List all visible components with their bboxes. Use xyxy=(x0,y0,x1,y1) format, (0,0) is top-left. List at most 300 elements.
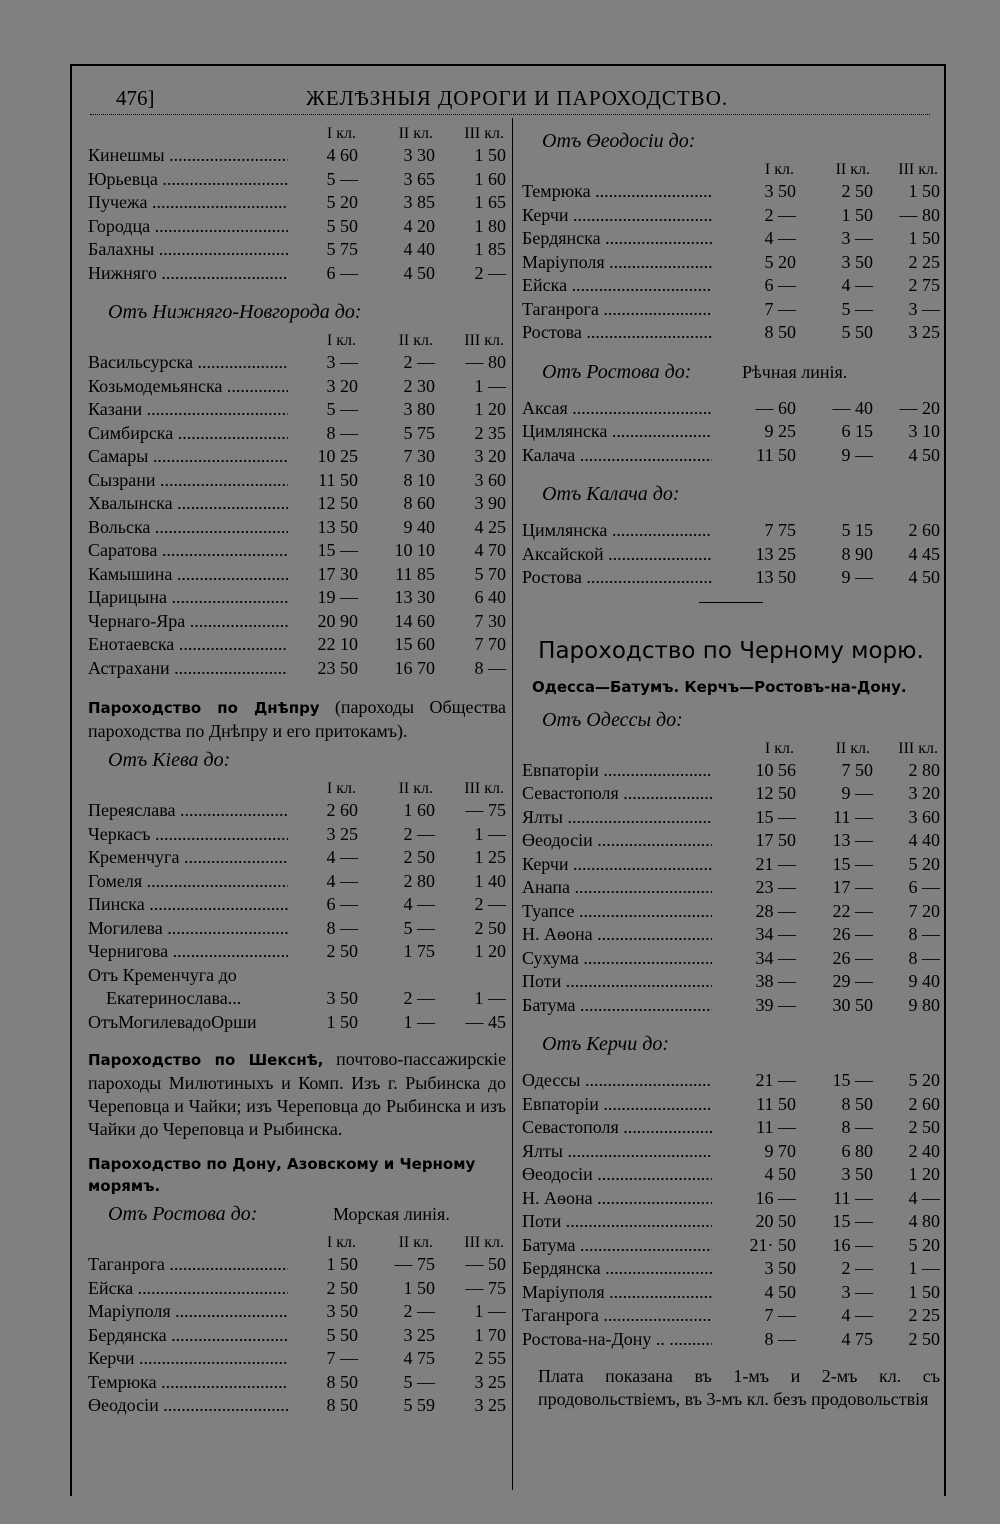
table-row xyxy=(522,566,940,590)
table-row xyxy=(88,1324,506,1348)
row-value: 5 — xyxy=(326,168,358,189)
row-value: 2 25 xyxy=(908,251,940,272)
row-value: 14 60 xyxy=(394,610,435,631)
table-row xyxy=(88,398,506,422)
table-row xyxy=(88,610,506,634)
row-label: ОтъМогилевадоОрши xyxy=(88,1011,257,1032)
row-label: Керчи ..... xyxy=(88,1347,288,1371)
feodosia-table xyxy=(522,180,940,345)
row-value: 1 50 xyxy=(326,1254,358,1274)
row-value: 20 50 xyxy=(755,1211,796,1231)
row-label: Енотаевска ..... xyxy=(88,633,288,657)
row-value: 6 — xyxy=(326,894,358,914)
row-value: 5 50 xyxy=(841,322,873,342)
row-value: 8 10 xyxy=(403,469,435,490)
row-label: Одессы ..... xyxy=(522,1069,712,1093)
row-label: Цимлянска ..... xyxy=(522,420,712,444)
row-value: 3 50 xyxy=(326,1301,358,1321)
table-row xyxy=(522,1210,940,1234)
row-value: 28 — xyxy=(755,900,796,921)
row-value: 7 — xyxy=(764,1305,796,1325)
kiev-table xyxy=(88,799,506,964)
table-row xyxy=(522,180,940,204)
row-value: 6 — xyxy=(908,877,940,897)
row-value: 1 50 xyxy=(841,204,873,225)
row-value: 3 25 xyxy=(403,1324,435,1345)
row-label: Хвалынска ..... xyxy=(88,492,288,516)
row-value: 7 — xyxy=(764,298,796,319)
row-value: 17 50 xyxy=(755,830,796,850)
row-value: 5 — xyxy=(403,917,435,938)
row-value: 23 50 xyxy=(317,657,358,678)
row-value: 3 — xyxy=(326,352,358,372)
row-value: 6 — xyxy=(326,262,358,283)
row-value: 16 — xyxy=(832,1234,873,1255)
row-value: 11 — xyxy=(833,1187,873,1208)
row-value: 5 — xyxy=(841,298,873,319)
row-value: 29 — xyxy=(832,971,873,991)
page-header xyxy=(116,86,916,116)
row-label: Юрьевца ..... xyxy=(88,168,288,192)
row-label: Вольска ..... xyxy=(88,516,288,540)
row-label: Городца ..... xyxy=(88,215,288,239)
table-row xyxy=(522,853,940,877)
row-value: 4 40 xyxy=(403,239,435,259)
row-value: 3 25 xyxy=(908,322,940,342)
row-label: Кременчуга ..... xyxy=(88,846,288,870)
row-value: 3 10 xyxy=(908,421,940,441)
right-column xyxy=(522,124,940,1411)
table-row xyxy=(88,262,506,286)
row-value: 5 20 xyxy=(908,1070,940,1090)
row-value: 23 — xyxy=(755,877,796,897)
table-row xyxy=(88,469,506,493)
table-row xyxy=(88,168,506,192)
row-value: 20 90 xyxy=(317,610,358,631)
table-row xyxy=(88,823,506,847)
row-value: 3 50 xyxy=(326,988,358,1008)
row-value: 9 — xyxy=(841,567,873,587)
row-value: 38 — xyxy=(755,971,796,991)
row-value: 9 25 xyxy=(764,421,796,441)
row-value: 16 — xyxy=(755,1187,796,1208)
row-label: Өеодосіи ..... xyxy=(522,1163,712,1187)
sheksna-paragraph: Пароходство по Шекснѣ, почтово-пассажирскіе пароходы Милютиныхъ и Комп. Изъ г. Рыбинска до Череповца и Чайки; изъ Череповца до Рыбинска и изъ Чайки до Череповца и Рыбинска. xyxy=(88,1049,506,1139)
row-value: 2 60 xyxy=(908,1093,940,1114)
row-value: 11 50 xyxy=(318,469,358,490)
row-value: 1 — xyxy=(474,375,506,396)
row-value: 9 70 xyxy=(764,1140,796,1161)
row-label: Екатеринослава... xyxy=(106,988,242,1008)
row-value: 4 75 xyxy=(403,1348,435,1368)
row-value: 2 25 xyxy=(908,1305,940,1325)
row-value: 2 50 xyxy=(908,1328,940,1349)
nizhny-table xyxy=(88,351,506,680)
table-row: Отъ Кременчуга до xyxy=(88,964,237,985)
row-label: Чернаго-Яра ..... xyxy=(88,610,288,634)
table-row xyxy=(522,420,940,444)
table-row xyxy=(522,204,940,228)
table-row xyxy=(88,799,506,823)
odessa-table xyxy=(522,759,940,1018)
row-label: Маріуполя ..... xyxy=(522,251,712,275)
row-value: 15 — xyxy=(317,540,358,560)
row-label: Переяслава ..... xyxy=(88,799,288,823)
row-label: Севастополя ..... xyxy=(522,782,712,806)
section-heading: Отъ Ростова до: Морская линія. xyxy=(108,1203,450,1225)
row-value: — 75 xyxy=(465,1277,506,1298)
row-value: 8 50 xyxy=(841,1093,873,1114)
row-value: 13 50 xyxy=(755,567,796,587)
row-value: 1 65 xyxy=(474,192,506,212)
don-heading: Пароходство по Дону, Азовскому и Черному морямъ. xyxy=(88,1155,476,1195)
row-value: 1 60 xyxy=(474,168,506,189)
row-value: 6 15 xyxy=(841,421,873,441)
row-value: 26 — xyxy=(832,947,873,968)
table-row xyxy=(88,539,506,563)
row-value: 3 20 xyxy=(326,375,358,396)
row-value: 2 — xyxy=(474,894,506,914)
row-value: 2 — xyxy=(474,262,506,283)
row-value: 12 50 xyxy=(317,493,358,513)
row-value: 4 40 xyxy=(908,830,940,850)
row-label: Царицына ..... xyxy=(88,586,288,610)
row-value: 34 — xyxy=(755,924,796,944)
row-value: 1 60 xyxy=(403,800,435,820)
table-row xyxy=(88,375,506,399)
row-value: 39 — xyxy=(755,994,796,1015)
table-row xyxy=(88,1394,506,1418)
table-row xyxy=(88,1253,506,1277)
row-value: 1 85 xyxy=(474,239,506,259)
row-label: Бердянска ..... xyxy=(88,1324,288,1348)
row-value: 11 — xyxy=(756,1117,796,1137)
table-row xyxy=(522,994,940,1018)
table-row xyxy=(88,940,506,964)
table-row xyxy=(522,900,940,924)
divider xyxy=(699,602,763,603)
row-value: 2 — xyxy=(764,204,796,225)
table-row xyxy=(88,633,506,657)
table-row xyxy=(522,1257,940,1281)
row-value: 9 — xyxy=(841,444,873,465)
table-row xyxy=(88,191,506,215)
row-value: 22 10 xyxy=(317,634,358,654)
row-value: 3 — xyxy=(908,298,940,319)
page-number: 476] xyxy=(116,86,155,110)
table-row xyxy=(522,1116,940,1140)
row-value: 9 80 xyxy=(908,994,940,1015)
row-value: 9 — xyxy=(841,783,873,803)
row-value: 3 85 xyxy=(403,192,435,212)
table-row xyxy=(522,1140,940,1164)
row-label: Бердянска ..... xyxy=(522,227,712,251)
row-value: 11 50 xyxy=(756,444,796,465)
row-value: 3 80 xyxy=(403,399,435,419)
table-row xyxy=(522,876,940,900)
row-value: 7 75 xyxy=(764,520,796,540)
row-value: 8 — xyxy=(326,422,358,443)
row-value: 3 50 xyxy=(841,1164,873,1184)
row-value: 2 35 xyxy=(474,422,506,443)
table-row xyxy=(522,1234,940,1258)
class-header: I кл. II кл. III кл. xyxy=(764,739,938,757)
row-label: Цимлянска ..... xyxy=(522,519,712,543)
row-value: 2 80 xyxy=(403,870,435,891)
kerch-table xyxy=(522,1069,940,1351)
row-value: 2 50 xyxy=(908,1117,940,1137)
row-value: 5 50 xyxy=(326,215,358,236)
row-value: 4 50 xyxy=(403,262,435,283)
row-value: — 45 xyxy=(465,1011,506,1032)
row-value: 21 — xyxy=(755,853,796,874)
table-row xyxy=(88,1300,506,1324)
black-sea-heading: Пароходство по Черному морю. xyxy=(538,637,924,664)
column-separator xyxy=(512,118,513,1490)
row-label: Керчи ..... xyxy=(522,204,712,228)
row-value: 3 50 xyxy=(764,1258,796,1278)
row-value: 1 25 xyxy=(474,847,506,867)
table-row xyxy=(88,893,506,917)
row-value: 1 50 xyxy=(908,181,940,201)
row-value: 11 85 xyxy=(395,563,435,584)
class-header: I кл. II кл. III кл. xyxy=(326,125,504,142)
row-value: 4 — xyxy=(326,847,358,867)
row-label: Аксайской ..... xyxy=(522,543,712,567)
row-value: 10 56 xyxy=(755,759,796,780)
table-row xyxy=(522,298,940,322)
row-label: Казани ..... xyxy=(88,398,288,422)
row-value: — 80 xyxy=(899,204,940,225)
row-value: 4 20 xyxy=(403,215,435,236)
row-value: 4 50 xyxy=(764,1164,796,1184)
row-value: 1 50 xyxy=(908,228,940,248)
row-label: Анапа ..... xyxy=(522,876,712,900)
row-value: 1 75 xyxy=(403,941,435,961)
row-value: 5 70 xyxy=(474,563,506,584)
row-value: 3 25 xyxy=(474,1371,506,1392)
row-value: 1 80 xyxy=(474,215,506,236)
row-value: 4 50 xyxy=(908,567,940,587)
row-label: Маріуполя ..... xyxy=(522,1281,712,1305)
row-value: 1 — xyxy=(474,1301,506,1321)
row-value: 3 20 xyxy=(908,783,940,803)
row-value: 8 — xyxy=(764,1328,796,1349)
row-label: Балахны ..... xyxy=(88,238,288,262)
section-heading: Отъ Калача до: xyxy=(542,483,680,505)
row-label: Ейска ..... xyxy=(522,274,712,298)
row-value: 6 — xyxy=(764,275,796,295)
row-value: 15 — xyxy=(755,806,796,827)
row-label: Батума ..... xyxy=(522,994,712,1018)
table-row xyxy=(88,586,506,610)
row-value: 7 70 xyxy=(474,634,506,654)
row-label: Евпаторіи ..... xyxy=(522,1093,712,1117)
row-value: 2 80 xyxy=(908,759,940,780)
row-value: 5 75 xyxy=(403,422,435,443)
row-label: Калача ..... xyxy=(522,444,712,468)
row-value: 8 — xyxy=(326,917,358,938)
row-value: 10 25 xyxy=(317,446,358,466)
row-label: Өеодосіи ..... xyxy=(88,1394,288,1418)
row-label: Таганрога ..... xyxy=(88,1253,288,1277)
row-value: 6 80 xyxy=(841,1140,873,1161)
row-label: Евпаторіи ..... xyxy=(522,759,712,783)
row-label: Н. Аѳона ..... xyxy=(522,1187,712,1211)
row-value: 19 — xyxy=(317,587,358,607)
row-value: — 60 xyxy=(755,397,796,418)
row-value: 7 30 xyxy=(403,446,435,466)
row-value: 4 — xyxy=(908,1187,940,1208)
row-label: Самары ..... xyxy=(88,445,288,469)
table-row xyxy=(88,870,506,894)
table-row xyxy=(88,917,506,941)
table-row xyxy=(522,782,940,806)
class-header: I кл. II кл. III кл. xyxy=(326,1234,504,1251)
class-header: I кл. II кл. III кл. xyxy=(326,332,504,349)
row-value: 3 25 xyxy=(474,1395,506,1415)
row-label: Симбирска ..... xyxy=(88,422,288,446)
table-row xyxy=(522,321,940,345)
row-value: 4 25 xyxy=(474,516,506,537)
row-value: 3 50 xyxy=(764,181,796,201)
row-value: 5 — xyxy=(326,399,358,419)
table-row xyxy=(88,422,506,446)
row-value: 3 30 xyxy=(403,145,435,165)
row-value: 8 — xyxy=(474,657,506,678)
class-header: I кл. II кл. III кл. xyxy=(764,161,938,178)
row-value: 12 50 xyxy=(755,783,796,803)
row-value: 7 50 xyxy=(841,759,873,780)
row-value: 3 — xyxy=(841,228,873,248)
row-label: Козьмодемьянска ..... xyxy=(88,375,288,399)
section-heading: Отъ Одессы до: xyxy=(542,708,683,731)
section-heading: Отъ Өеодосіи до: xyxy=(542,130,696,152)
row-value: 3 25 xyxy=(326,823,358,844)
table-row xyxy=(522,444,940,468)
row-label: Могилева ..... xyxy=(88,917,288,941)
row-value: 2 55 xyxy=(474,1348,506,1368)
row-label: Поти ..... xyxy=(522,970,712,994)
table-row xyxy=(522,227,940,251)
row-label: Ростова ..... xyxy=(522,566,712,590)
row-label: Ростова ..... xyxy=(522,321,712,345)
table-row xyxy=(522,1304,940,1328)
table-row xyxy=(88,238,506,262)
class-header: I кл. II кл. III кл. xyxy=(326,780,504,797)
row-label: Черкасъ ..... xyxy=(88,823,288,847)
table-row xyxy=(522,923,940,947)
table-row xyxy=(88,215,506,239)
row-label: Ростова-на-Дону .. ..... xyxy=(522,1328,712,1352)
row-value: 2 — xyxy=(403,988,435,1008)
row-value: 5 59 xyxy=(403,1395,435,1415)
row-value: 8 60 xyxy=(403,493,435,513)
row-value: 2 — xyxy=(403,823,435,844)
row-label: Н. Аѳона ..... xyxy=(522,923,712,947)
table-row xyxy=(88,516,506,540)
row-value: 1 20 xyxy=(474,399,506,419)
row-value: 1 20 xyxy=(908,1164,940,1184)
row-value: 1 50 xyxy=(326,1011,358,1032)
row-value: 21· 50 xyxy=(749,1234,796,1255)
row-value: 16 70 xyxy=(394,657,435,678)
row-value: 1 50 xyxy=(403,1277,435,1298)
row-value: 11 — xyxy=(833,806,873,827)
row-value: 1 70 xyxy=(474,1324,506,1345)
row-value: 2 60 xyxy=(326,800,358,820)
page-title: ЖЕЛѢЗНЫЯ ДОРОГИ И ПАРОХОДСТВО. xyxy=(306,86,729,110)
row-value: 5 20 xyxy=(908,853,940,874)
row-label: Батума ..... xyxy=(522,1234,712,1258)
row-label: Астрахани ..... xyxy=(88,657,288,681)
row-label: Сухума ..... xyxy=(522,947,712,971)
table-row xyxy=(522,543,940,567)
row-value: 2 75 xyxy=(908,275,940,295)
table-row xyxy=(88,563,506,587)
dnepr-paragraph: Пароходство по Днѣпру (пароходы Общества пароходства по Днѣпру и его притокамъ). xyxy=(88,697,507,741)
table-row xyxy=(522,806,940,830)
row-value: — 75 xyxy=(465,800,506,820)
table-row xyxy=(522,274,940,298)
row-value: 15 — xyxy=(832,1070,873,1090)
row-value: 17 — xyxy=(832,877,873,897)
row-value: 15 — xyxy=(832,853,873,874)
row-value: 4 50 xyxy=(764,1281,796,1302)
row-value: 6 40 xyxy=(474,587,506,607)
row-value: 2 50 xyxy=(326,1277,358,1298)
row-label: Темрюка ..... xyxy=(88,1371,288,1395)
row-label: Васильсурска ..... xyxy=(88,351,288,375)
row-value: 4 — xyxy=(841,275,873,295)
row-value: 9 40 xyxy=(908,971,940,991)
row-label: Пучежа ..... xyxy=(88,191,288,215)
table-row xyxy=(522,970,940,994)
row-value: 8 50 xyxy=(326,1395,358,1415)
row-label: Гомеля ..... xyxy=(88,870,288,894)
row-value: 13 30 xyxy=(394,587,435,607)
table-row xyxy=(522,519,940,543)
row-label: Бердянска ..... xyxy=(522,1257,712,1281)
row-value: 1 50 xyxy=(908,1281,940,1302)
row-value: 5 20 xyxy=(764,251,796,272)
row-value: — 75 xyxy=(394,1254,435,1274)
row-value: 4 80 xyxy=(908,1211,940,1231)
row-value: 4 — xyxy=(764,228,796,248)
row-value: 4 — xyxy=(326,870,358,891)
row-label: Пинска ..... xyxy=(88,893,288,917)
row-label: Чернигова ..... xyxy=(88,940,288,964)
table-row xyxy=(88,846,506,870)
row-value: 8 — xyxy=(908,947,940,968)
row-label: Ялты ..... xyxy=(522,806,712,830)
table-row xyxy=(522,1281,940,1305)
row-value: 2 30 xyxy=(403,375,435,396)
row-value: 13 25 xyxy=(755,543,796,564)
row-value: 3 20 xyxy=(474,446,506,466)
row-value: 2 — xyxy=(403,1301,435,1321)
row-value: 5 50 xyxy=(326,1324,358,1345)
table-row xyxy=(88,657,506,681)
table-row xyxy=(88,492,506,516)
row-value: 21 — xyxy=(755,1070,796,1090)
row-value: 2 60 xyxy=(908,520,940,540)
row-value: — 50 xyxy=(465,1254,506,1274)
table-row xyxy=(88,987,506,1011)
row-value: 1 — xyxy=(908,1258,940,1278)
row-value: 10 10 xyxy=(394,540,435,560)
table-row xyxy=(522,829,940,853)
